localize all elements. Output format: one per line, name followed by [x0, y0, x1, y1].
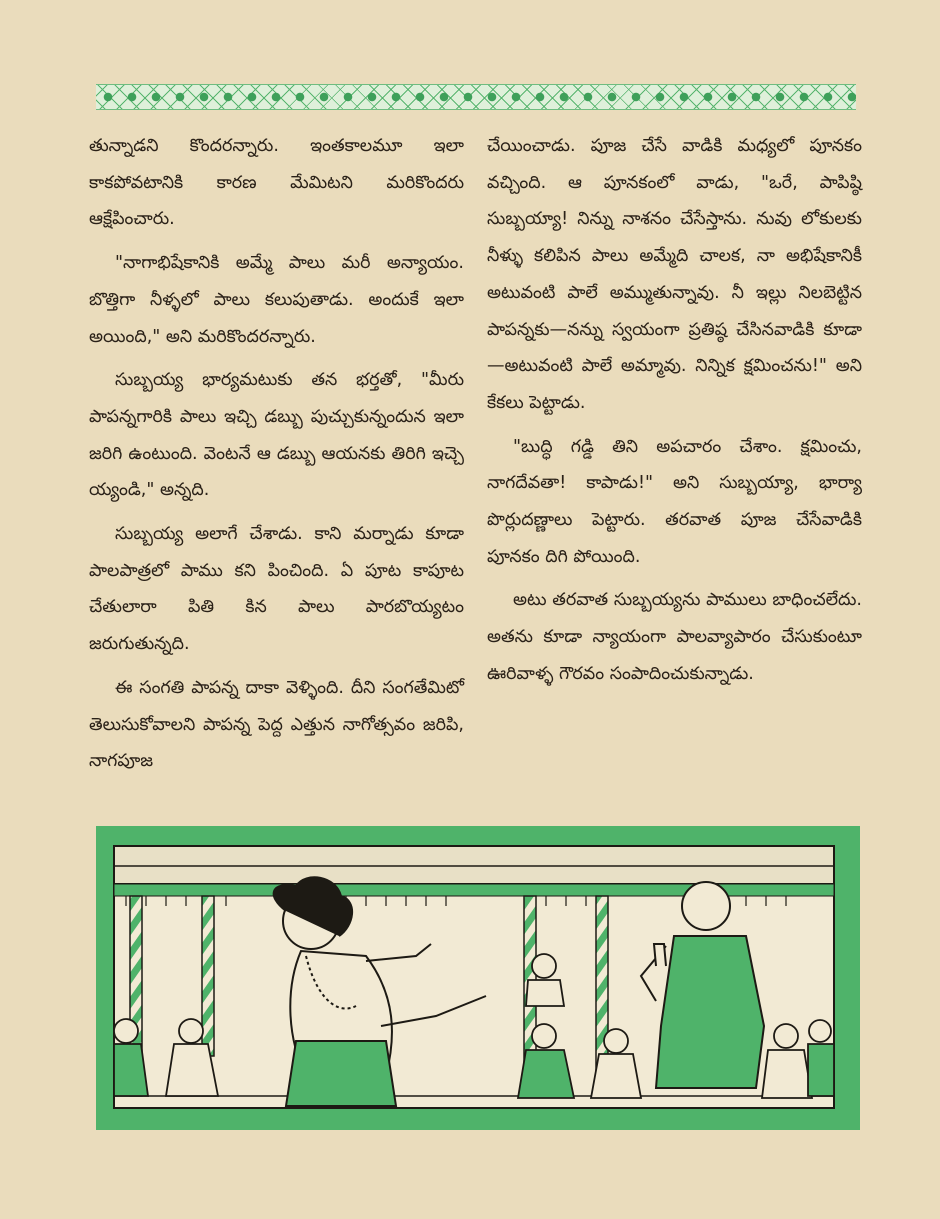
paragraph: చేయించాడు. పూజ చేసే వాడికి మధ్యలో పూనకం వచ్చింది. ఆ పూనకంలో వాడు, "ఒరే, పాపిష్ఠి సుబ్బయ్యా! నిన్ను నాశనం చేసేస్తాను. నువు లోకులకు నీళ్ళు కలిపిన పాలు అమ్మేది చాలక, నా అభిషేకానికీ అటువంటి పాలే అమ్ముతున్నావు. నీ ఇల్లు నిలబెట్టిన పాపన్నకు—నన్ను స్వయంగా ప్రతిష్ఠ చేసినవాడికి కూడా—అటువంటి పాలే అమ్మావు. నిన్నిక క్షమించను!" అని కేకలు పెట్టాడు.	[487, 136, 862, 413]
temple-scene-illustration	[96, 826, 860, 1130]
paragraph: "బుద్ధి గడ్డి తిని అపచారం చేశాం. క్షమించు, నాగదేవతా! కాపాడు!" అని సుబ్బయ్యా, భార్యా పొర్లుదణ్ణాలు పెట్టారు. తరవాత పూజ చేసేవాడికి పూనకం దిగి పోయింది.	[487, 436, 862, 567]
paragraph: "నాగాభిషేకానికి అమ్మే పాలు మరీ అన్యాయం. బొత్తిగా నీళ్ళలో పాలు కలుపుతాడు. అందుకే ఇలా అయింది," అని మరికొందరన్నారు.	[89, 253, 464, 347]
paragraph: సుబ్బయ్య అలాగే చేశాడు. కాని మర్నాడు కూడా పాలపాత్రలో పాము కని పించింది. ఏ పూట కాపూట చేతులారా పితి కిన పాలు పారబొయ్యటం జరుగుతున్నది.	[89, 524, 464, 655]
decorative-floral-border	[96, 84, 856, 110]
left-text-column	[89, 128, 464, 787]
right-text-column	[487, 128, 862, 700]
paragraph: అటు తరవాత సుబ్బయ్యను పాములు బాధించలేదు. అతను కూడా న్యాయంగా పాలవ్యాపారం చేసుకుంటూ ఊరివాళ్ళ గౌరవం సంపాదించుకున్నాడు.	[487, 590, 862, 684]
paragraph: ఈ సంగతి పాపన్న దాకా వెళ్ళింది. దీని సంగతేమిటో తెలుసుకోవాలని పాపన్న పెద్ద ఎత్తున నాగోత్సవం జరిపి, నాగపూజ	[89, 677, 464, 772]
paragraph: తున్నాడని కొందరన్నారు. ఇంతకాలమూ ఇలా కాకపోవటానికి కారణ మేమిటని మరికొందరు ఆక్షేపించారు.	[89, 136, 464, 230]
paragraph: సుబ్బయ్య భార్యమటుకు తన భర్తతో, "మీరు పాపన్నగారికి పాలు ఇచ్చి డబ్బు పుచ్చుకున్నందున ఇలా జరిగి ఉంటుంది. వెంటనే ఆ డబ్బు ఆయనకు తిరిగి ఇచ్చె య్యండి," అన్నది.	[89, 370, 464, 501]
